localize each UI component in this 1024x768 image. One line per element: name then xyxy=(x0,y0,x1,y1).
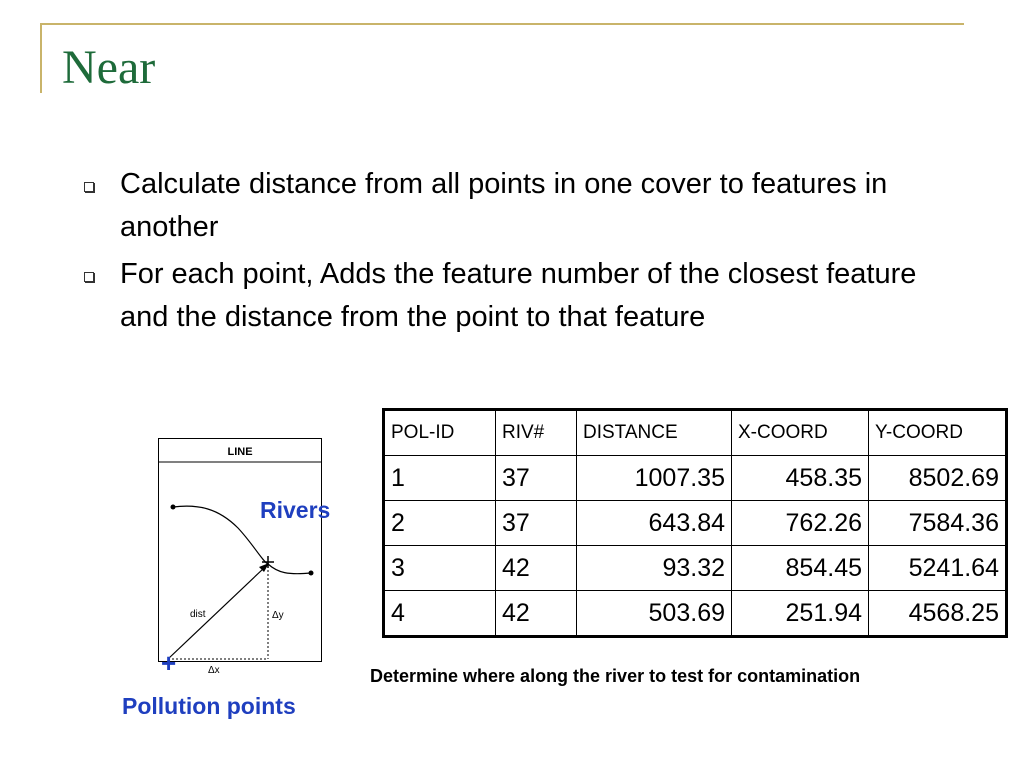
dy-label: Δy xyxy=(272,610,284,621)
cell-x-coord: 762.26 xyxy=(732,501,869,546)
cell-y-coord: 7584.36 xyxy=(869,501,1007,546)
cell-pol-id: 3 xyxy=(384,546,496,591)
bullet-item xyxy=(84,163,964,249)
cell-x-coord: 854.45 xyxy=(732,546,869,591)
cell-x-coord: 458.35 xyxy=(732,456,869,501)
pollution-points-label: Pollution points xyxy=(122,693,296,719)
header-riv: RIV# xyxy=(496,410,577,456)
diagram-figure xyxy=(158,438,322,676)
cell-distance: 503.69 xyxy=(577,591,732,637)
cell-riv: 37 xyxy=(496,501,577,546)
river-start-node xyxy=(171,505,176,510)
cell-distance: 1007.35 xyxy=(577,456,732,501)
table-row xyxy=(384,501,1007,546)
header-x-coord: X-COORD xyxy=(732,410,869,456)
table-row xyxy=(384,546,1007,591)
diagram-border xyxy=(159,439,322,662)
table-caption: Determine where along the river to test for contamination xyxy=(370,666,861,686)
cell-riv: 37 xyxy=(496,456,577,501)
cell-riv: 42 xyxy=(496,591,577,637)
square-bullet-icon xyxy=(84,272,94,282)
dist-label: dist xyxy=(190,609,206,620)
header-distance: DISTANCE xyxy=(577,410,732,456)
cell-y-coord: 4568.25 xyxy=(869,591,1007,637)
bullet-text: For each point, Adds the feature number of the closest feature and the distance from the point to that feature xyxy=(120,258,917,333)
bullet-list xyxy=(84,163,964,343)
bullet-item xyxy=(84,253,964,339)
square-bullet-icon xyxy=(84,182,94,192)
cell-riv: 42 xyxy=(496,546,577,591)
cell-distance: 643.84 xyxy=(577,501,732,546)
table-row xyxy=(384,591,1007,637)
table-header-row xyxy=(384,410,1007,456)
cell-pol-id: 4 xyxy=(384,591,496,637)
header-pol-id: POL-ID xyxy=(384,410,496,456)
header-y-coord: Y-COORD xyxy=(869,410,1007,456)
diagram-header: LINE xyxy=(227,446,253,458)
cell-distance: 93.32 xyxy=(577,546,732,591)
frame-top-line xyxy=(40,23,964,25)
page-title: Near xyxy=(62,41,156,94)
cell-y-coord: 8502.69 xyxy=(869,456,1007,501)
table-row xyxy=(384,456,1007,501)
frame-left-line xyxy=(40,23,42,93)
near-results-table xyxy=(382,408,1008,638)
cell-y-coord: 5241.64 xyxy=(869,546,1007,591)
rivers-label: Rivers xyxy=(260,497,331,523)
river-end-node xyxy=(309,571,314,576)
pollution-point-plus-icon: + xyxy=(161,648,177,678)
cell-pol-id: 1 xyxy=(384,456,496,501)
cell-pol-id: 2 xyxy=(384,501,496,546)
bullet-text: Calculate distance from all points in one cover to features in another xyxy=(120,168,888,243)
cell-x-coord: 251.94 xyxy=(732,591,869,637)
dx-label: Δx xyxy=(208,665,220,676)
near-diagram xyxy=(158,438,322,676)
